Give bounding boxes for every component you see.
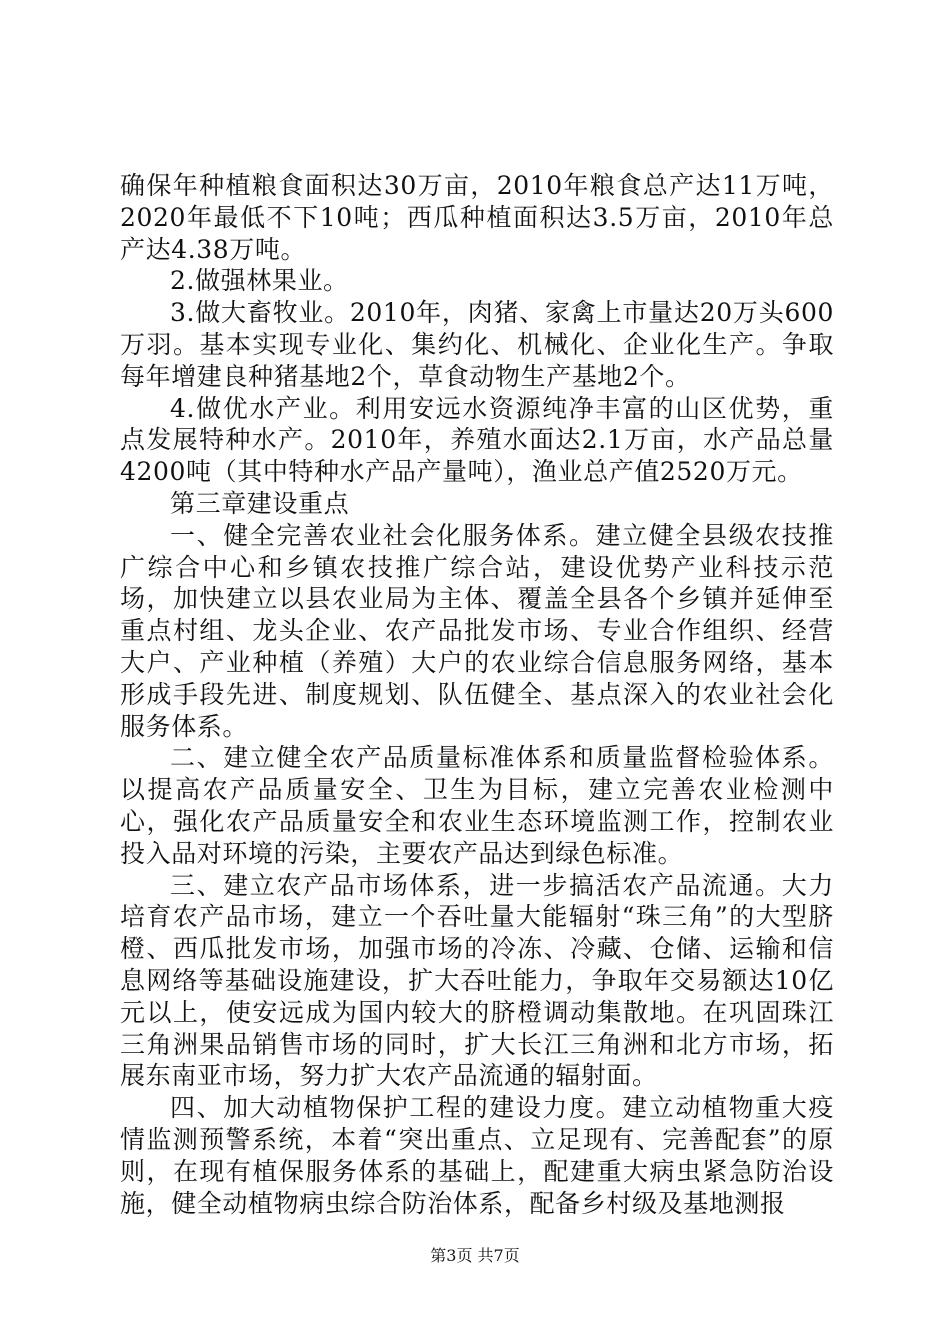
paragraph-section-3: 三、建立农产品市场体系，进一步搞活农产品流通。大力培育农产品市场，建立一个吞吐量大能辐射“珠三角”的大型脐橙、西瓜批发市场，加强市场的冷冻、冷藏、仓储、运输和信息网络等基础设施建设，扩大吞吐能力，争取年交易额达10亿元以上，使安远成为国内较大的脐橙调动集散地。在巩固珠江三角洲果品销售市场的同时，扩大长江三角洲和北方市场，拓展东南亚市场，努力扩大农产品流通的辐射面。 [120,870,834,1091]
document-body [120,170,834,1219]
paragraph-4: 4.做优水产业。利用安远水资源纯净丰富的山区优势，重点发展特种水产。2010年，养殖水面达2.1万亩，水产品总量4200吨（其中特种水产品产量吨），渔业总产值2520万元。 [120,393,834,487]
chapter-heading: 第三章建设重点 [170,488,350,518]
paragraph-section-4: 四、加大动植物保护工程的建设力度。建立动植物重大疫情监测预警系统，本着“突出重点、立足现有、完善配套”的原则，在现有植保服务体系的基础上，配建重大病虫紧急防治设施，健全动植物病虫综合防治体系，配备乡村级及基地测报 [120,1093,834,1218]
paragraph-2: 2.做强林果业。 [170,266,349,296]
paragraph-3: 3.做大畜牧业。2010年，肉猪、家禽上市量达20万头600万羽。基本实现专业化、集约化、机械化、企业化生产。争取每年增建良种猪基地2个，草食动物生产基地2个。 [120,298,834,391]
paragraph-section-2: 二、建立健全农产品质量标准体系和质量监督检验体系。以提高农产品质量安全、卫生为目标，建立完善农业检测中心，强化农产品质量安全和农业生态环境监测工作，控制农业投入品对环境的污染，主要农产品达到绿色标准。 [120,743,834,868]
paragraph-section-1: 一、健全完善农业社会化服务体系。建立健全县级农技推广综合中心和乡镇农技推广综合站，建设优势产业科技示范场，加快建立以县农业局为主体、覆盖全县各个乡镇并延伸至重点村组、龙头企业、农产品批发市场、专业合作组织、经营大户、产业种植（养殖）大户的农业综合信息服务网络，基本形成手段先进、制度规划、队伍健全、基点深入的农业社会化服务体系。 [120,520,834,741]
paragraph-1: 确保年种植粮食面积达30万亩，2010年粮食总产达11万吨，2020年最低不下10吨；西瓜种植面积达3.5万亩，2010年总产达4.38万吨。 [120,171,834,264]
page-footer: 第3页 共7页 [430,1246,520,1265]
